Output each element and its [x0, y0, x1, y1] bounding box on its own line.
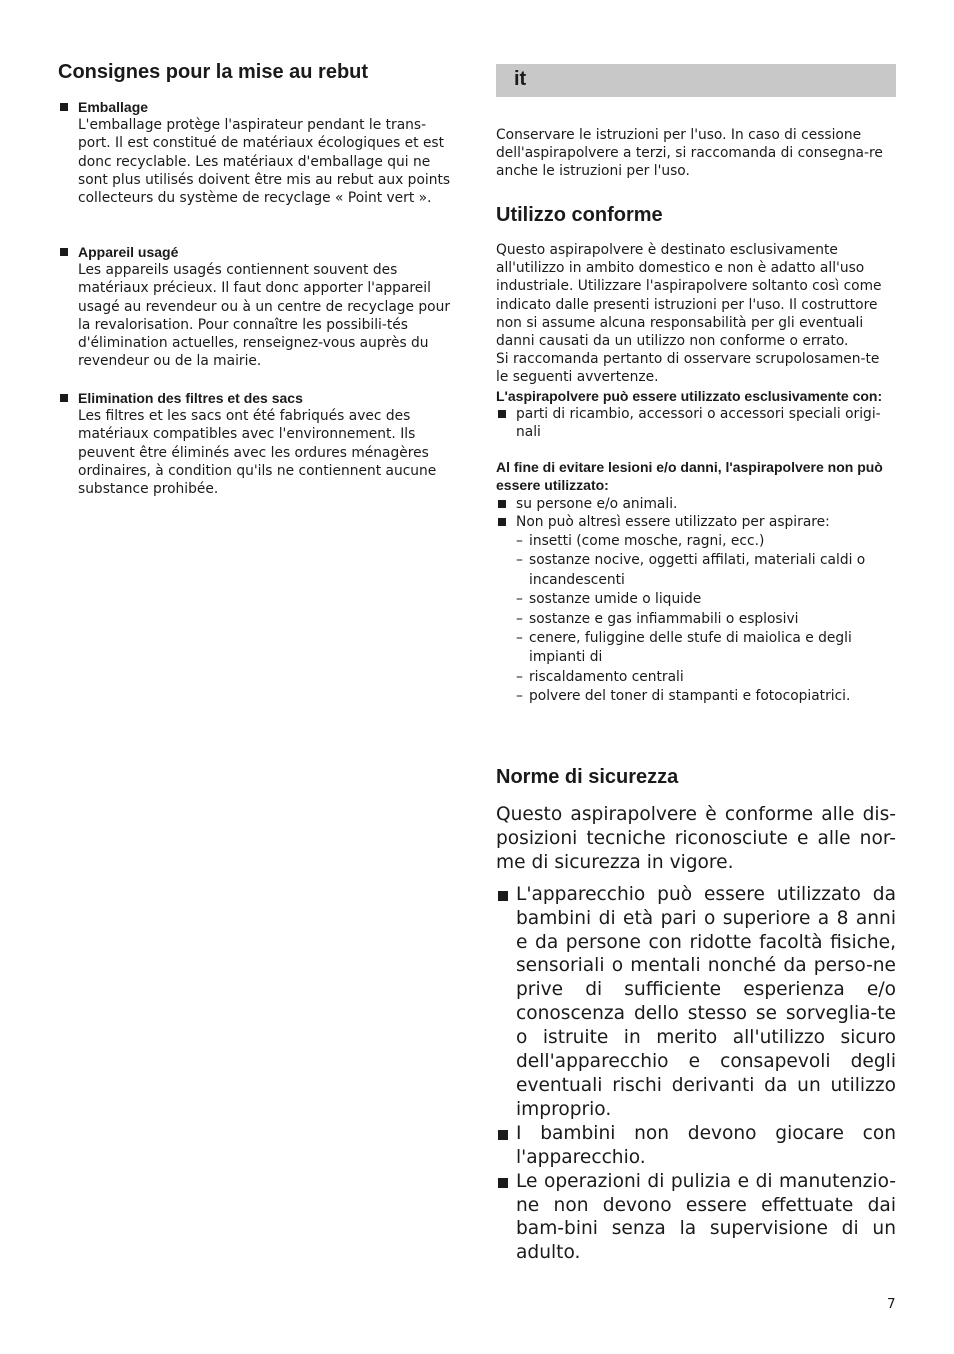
list-item-filters	[58, 389, 458, 498]
item-heading: Appareil usagé	[78, 244, 179, 260]
dash-item: – sostanze nocive, oggetti affilati, materiali caldi o incandescenti	[516, 552, 866, 588]
usage-section	[496, 241, 896, 707]
dash-item: – polvere del toner di stampanti e fotocopiatrici.	[516, 688, 851, 705]
list-item: Le operazioni di pulizia e di manutenzio-ne non devono essere effettuate dai bam-bini senza la supervisione di un adulto.	[496, 1170, 896, 1266]
dash-item: – cenere, fuliggine delle stufe di maiolica e degli impianti di	[516, 630, 852, 666]
usage-paragraph: Questo aspirapolvere è destinato esclusivamente all'utilizzo in ambito domestico e non è adatto all'uso industriale. Utilizzare l'aspirapolvere soltanto così come indicato dalle presenti istruzioni per l'uso. Il costruttore non si assume alcuna responsabilità per gli eventuali danni causati da un utilizzo non conforme o errato.	[496, 242, 882, 350]
bullet-square-icon	[498, 500, 506, 508]
bullet-square-icon	[60, 394, 68, 402]
item-text: Les filtres et les sacs ont été fabriqués avec des matériaux compatibles avec l'environnement. Ils peuvent être éliminés avec les ordures ménagères ordinaires, à condition qu'ils ne contiennent aucune substance prohibée.	[78, 408, 437, 498]
list-item: I bambini non devono giocare con l'apparecchio.	[496, 1122, 896, 1170]
list-item: Non può altresì essere utilizzato per aspirare:	[496, 513, 896, 531]
dash-item: – insetti (come mosche, ragni, ecc.)	[516, 533, 765, 550]
bullet-square-icon	[498, 410, 506, 418]
language-bar	[496, 64, 896, 97]
list-item-old-appliance	[58, 243, 458, 370]
dash-item: – sostanze umide o liquide	[516, 591, 702, 608]
usage-forbidden-heading: Al fine di evitare lesioni e/o danni, l'aspirapolvere non può essere utilizzato:	[496, 459, 883, 494]
language-code: it	[514, 68, 527, 90]
safety-section	[496, 803, 896, 1265]
list-item: su persone e/o animali.	[496, 495, 896, 513]
usage-allowed-heading: L'aspirapolvere può essere utilizzato esclusivamente con:	[496, 387, 883, 404]
list-item: L'apparecchio può essere utilizzato da bambini di età pari o superiore a 8 anni e da persone con ridotte facoltà fisiche, sensoriali o mentali nonché da perso-ne prive di sufficiente esperienza e/o conoscenza dello stesso se sorveglia-te o istruite in merito all'utilizzo sicuro dell'apparecchio e consapevoli degli eventuali rischi derivanti da un utilizzo improprio.	[496, 883, 896, 1122]
page-number: 7	[887, 1296, 896, 1312]
list-item-packaging	[58, 98, 458, 207]
item-heading: Emballage	[78, 99, 149, 115]
disposal-title: Consignes pour la mise au rebut	[58, 61, 369, 83]
intro-paragraph: Conservare le istruzioni per l'uso. In caso di cessione dell'aspirapolvere a terzi, si raccomanda di consegna-re anche le istruzioni per l'uso.	[496, 127, 883, 180]
safety-title: Norme di sicurezza	[496, 766, 679, 788]
item-text: Les appareils usagés contiennent souvent des matériaux précieux. Il faut donc apporter l'appareil usagé au revendeur ou à un centre de recyclage pour la revalorisation. Pour connaître les possibili-tés d'élimination actuelles, renseignez-vous auprès du revendeur ou de la mairie.	[78, 262, 451, 370]
item-heading: Elimination des filtres et des sacs	[78, 390, 303, 406]
bullet-square-icon	[498, 891, 508, 901]
bullet-square-icon	[60, 248, 68, 256]
item-text: L'emballage protège l'aspirateur pendant le trans-port. Il est constitué de matériaux écologiques et est donc recyclable. Les matériaux d'emballage qui ne sont plus utilisés doivent être mis au rebut aux points collecteurs du système de recyclage « Point vert ».	[78, 117, 451, 207]
usage-warning: Si raccomanda pertanto di osservare scrupolosamen-te le seguenti avvertenze.	[496, 351, 880, 386]
bullet-square-icon	[498, 518, 506, 526]
dash-item: – riscaldamento centrali	[516, 668, 684, 685]
list-item: parti di ricambio, accessori o accessori speciali origi-nali	[496, 405, 896, 441]
bullet-square-icon	[60, 103, 68, 111]
bullet-square-icon	[498, 1130, 508, 1140]
safety-intro: Questo aspirapolvere è conforme alle dis-posizioni tecniche riconosciute e alle nor-me di sicurezza in vigore.	[496, 804, 896, 873]
usage-title: Utilizzo conforme	[496, 204, 663, 226]
dash-item: – sostanze e gas infiammabili o esplosivi	[516, 610, 799, 627]
bullet-square-icon	[498, 1178, 508, 1188]
